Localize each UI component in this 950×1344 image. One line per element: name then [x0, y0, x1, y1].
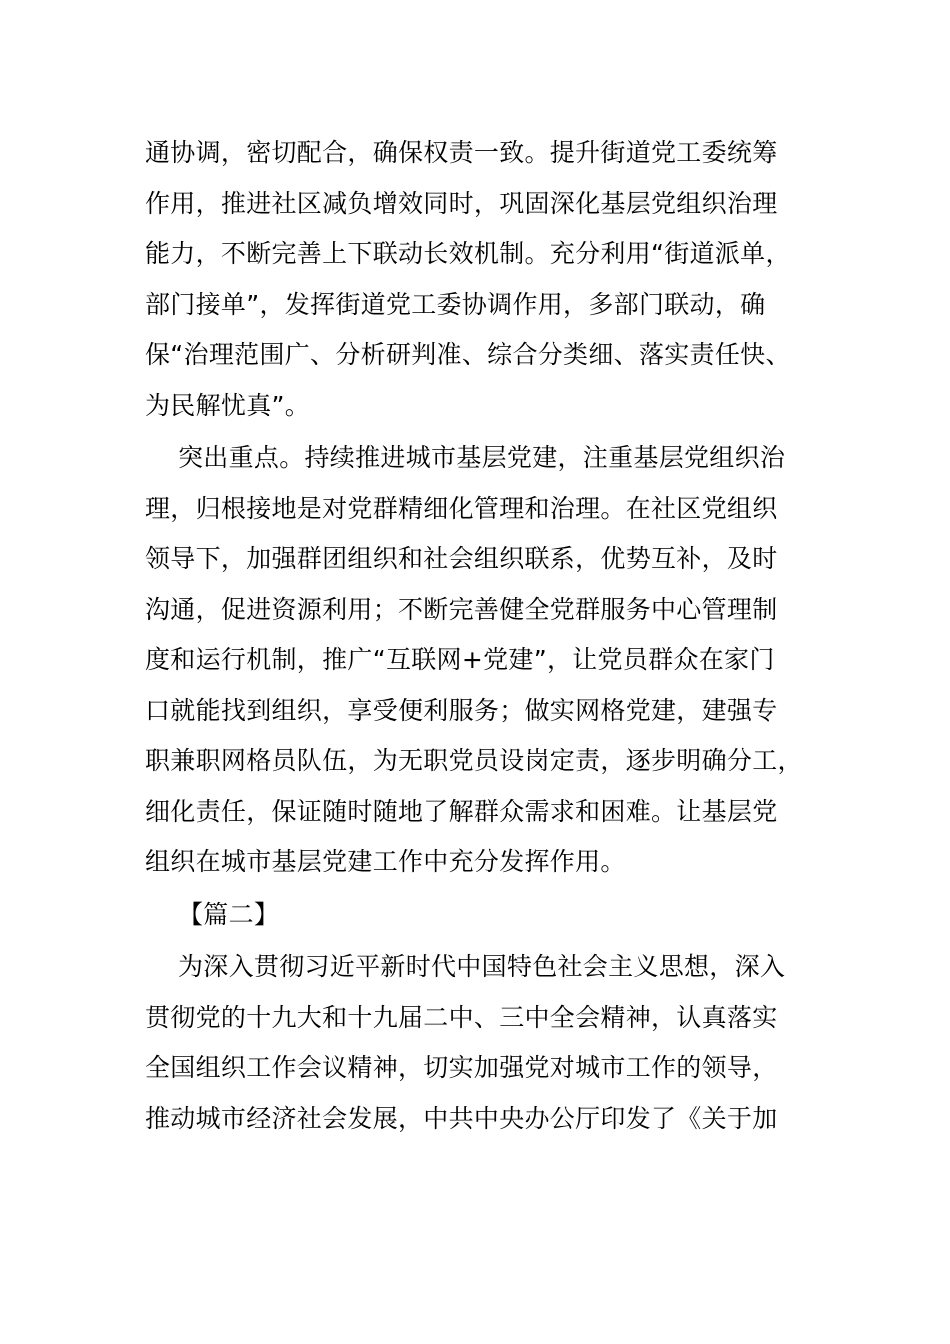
paragraph-line: 作用，推进社区减负增效同时，巩固深化基层党组织治理	[145, 188, 778, 218]
paragraph-line: 理，归根接地是对党群精细化管理和治理。在社区党组织	[145, 493, 778, 523]
paragraph-line: 口就能找到组织，享受便利服务；做实网格党建，建强专	[145, 695, 778, 725]
paragraph-line: 沟通，促进资源利用；不断完善健全党群服务中心管理制	[145, 594, 778, 624]
paragraph-line: 部门接单”，发挥街道党工委协调作用，多部门联动，确	[145, 289, 766, 319]
paragraph-line: 全国组织工作会议精神，切实加强党对城市工作的领导，	[145, 1053, 778, 1082]
paragraph-3	[145, 942, 810, 1144]
paragraph-line: 保“治理范围广、分析研判准、综合分类细、落实责任快、	[145, 340, 791, 369]
paragraph-line: 细化责任，保证随时随地了解群众需求和困难。让基层党	[145, 796, 778, 826]
paragraph-line: 组织在城市基层党建工作中充分发挥作用。	[145, 847, 626, 876]
paragraph-2	[145, 433, 810, 888]
paragraph-line: 通协调，密切配合，确保权责一致。提升街道党工委统筹	[145, 138, 778, 167]
paragraph-line: 贯彻党的十九大和十九届二中、三中全会精神，认真落实	[145, 1002, 778, 1032]
paragraph-1	[145, 128, 810, 431]
paragraph-line: 推动城市经济社会发展，中共中央办公厅印发了《关于加	[145, 1103, 778, 1133]
paragraph-line: 突出重点。持续推进城市基层党建，注重基层党组织治	[178, 443, 786, 472]
paragraph-line: 领导下，加强群团组织和社会组织联系，优势互补，及时	[145, 544, 778, 573]
paragraph-line: 度和运行机制，推广“互联网+党建”，让党员群众在家门	[145, 645, 775, 674]
paragraph-line: 为深入贯彻习近平新时代中国特色社会主义思想，深入	[178, 952, 786, 981]
paragraph-line: 为民解忧真”。	[145, 390, 311, 420]
document-body	[145, 128, 810, 1144]
paragraph-line: 职兼职网格员队伍，为无职党员设岗定责，逐步明确分工，	[145, 746, 803, 775]
section-heading: 【篇二】	[178, 899, 280, 929]
paragraph-line: 能力，不断完善上下联动长效机制。充分利用“街道派单，	[145, 239, 791, 268]
